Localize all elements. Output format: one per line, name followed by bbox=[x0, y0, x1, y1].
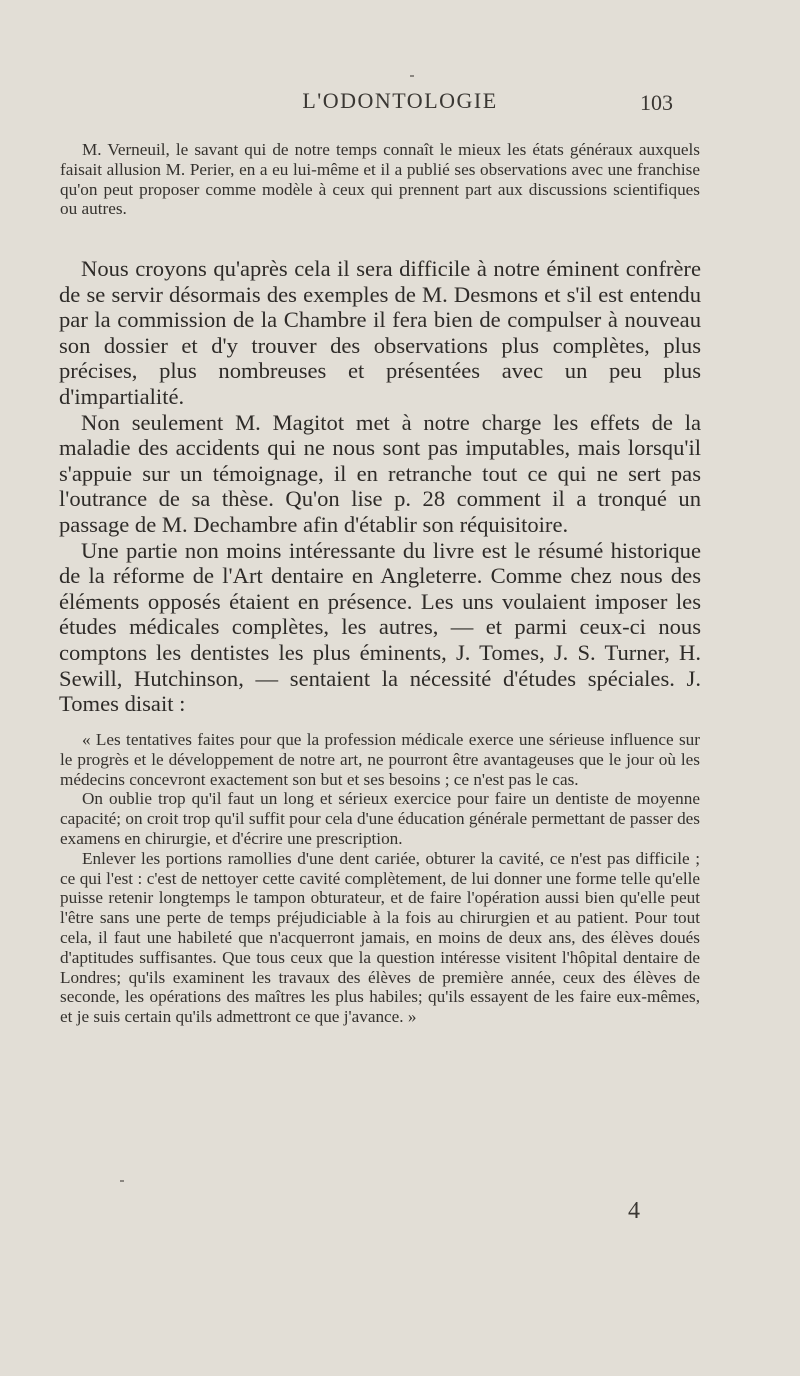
print-speck bbox=[410, 75, 414, 77]
intro-block bbox=[60, 140, 700, 219]
body-paragraph-1: Nous croyons qu'après cela il sera difficile à notre éminent confrère de se servir désormais des exemples de M. Desmons et s'il est entendu par la commission de la Chambre il fera bien de compulser à nouveau son dossier et d'y trouver des observations plus complètes, plus précises, plus nombreuses et présentées avec un peu plus d'impartialité. bbox=[59, 256, 701, 409]
body-text bbox=[59, 256, 701, 717]
quotation-block bbox=[60, 730, 700, 1027]
quote-paragraph-2: On oublie trop qu'il faut un long et sérieux exercice pour faire un dentiste de moyenne capacité; on croit trop qu'il suffit pour cela d'une éducation générale permettant de passer des examens en chirurgie, et d'écrire une prescription. bbox=[60, 789, 700, 848]
intro-paragraph: M. Verneuil, le savant qui de notre temps connaît le mieux les états généraux auxquels faisait allusion M. Perier, en a eu lui-même et il a publié ses observations avec une franchise qu'on peut proposer comme modèle à ceux qui prennent part aux discussions scientifiques ou autres. bbox=[60, 140, 700, 219]
running-header-title: L'ODONTOLOGIE bbox=[302, 88, 498, 113]
signature-mark: 4 bbox=[628, 1198, 640, 1224]
print-speck bbox=[120, 1180, 124, 1182]
page-number: 103 bbox=[640, 90, 673, 115]
body-paragraph-3: Une partie non moins intéressante du livre est le résumé historique de la réforme de l'Art dentaire en Angleterre. Comme chez nous des éléments opposés étaient en présence. Les uns voulaient imposer les études médicales complètes, les autres, — et parmi ceux-ci nous comptons les dentistes les plus éminents, J. Tomes, J. S. Turner, H. Sewill, Hutchinson, — sentaient la nécessité d'études spéciales. J. Tomes disait : bbox=[59, 537, 701, 717]
quote-paragraph-1: « Les tentatives faites pour que la profession médicale exerce une sérieuse influence sur le progrès et le développement de notre art, ne pourront être avantageuses que le jour où les médecins concevront exactement son but et ses besoins ; ce n'est pas le cas. bbox=[60, 730, 700, 789]
quote-paragraph-3: Enlever les portions ramollies d'une dent cariée, obturer la cavité, ce n'est pas difficile ; ce qui l'est : c'est de nettoyer cette cavité complètement, de lui donner une forme telle qu'elle puisse retenir longtemps le tampon obturateur, et de faire l'opération aussi bien qu'elle peut l'être sans une perte de temps préjudiciable à la fois au chirurgien et au patient. Pour tout cela, il faut une habileté que n'acquerront jamais, en moins de deux ans, des élèves doués d'aptitudes suffisantes. Que tous ceux que la question intéresse visitent l'hôpital dentaire de Londres; qu'ils examinent les travaux des élèves de première année, ceux des élèves de seconde, les opérations des maîtres les plus habiles; qu'ils essayent de les faire eux-mêmes, et je suis certain qu'ils admettront ce que j'avance. » bbox=[60, 848, 700, 1027]
body-paragraph-2: Non seulement M. Magitot met à notre charge les effets de la maladie des accidents qui ne nous sont pas imputables, mais lorsqu'il s'appuie sur un témoignage, il en retranche tout ce qui ne sert pas l'outrance de sa thèse. Qu'on lise p. 28 comment il a tronqué un passage de M. Dechambre afin d'établir son réquisitoire. bbox=[59, 409, 701, 537]
